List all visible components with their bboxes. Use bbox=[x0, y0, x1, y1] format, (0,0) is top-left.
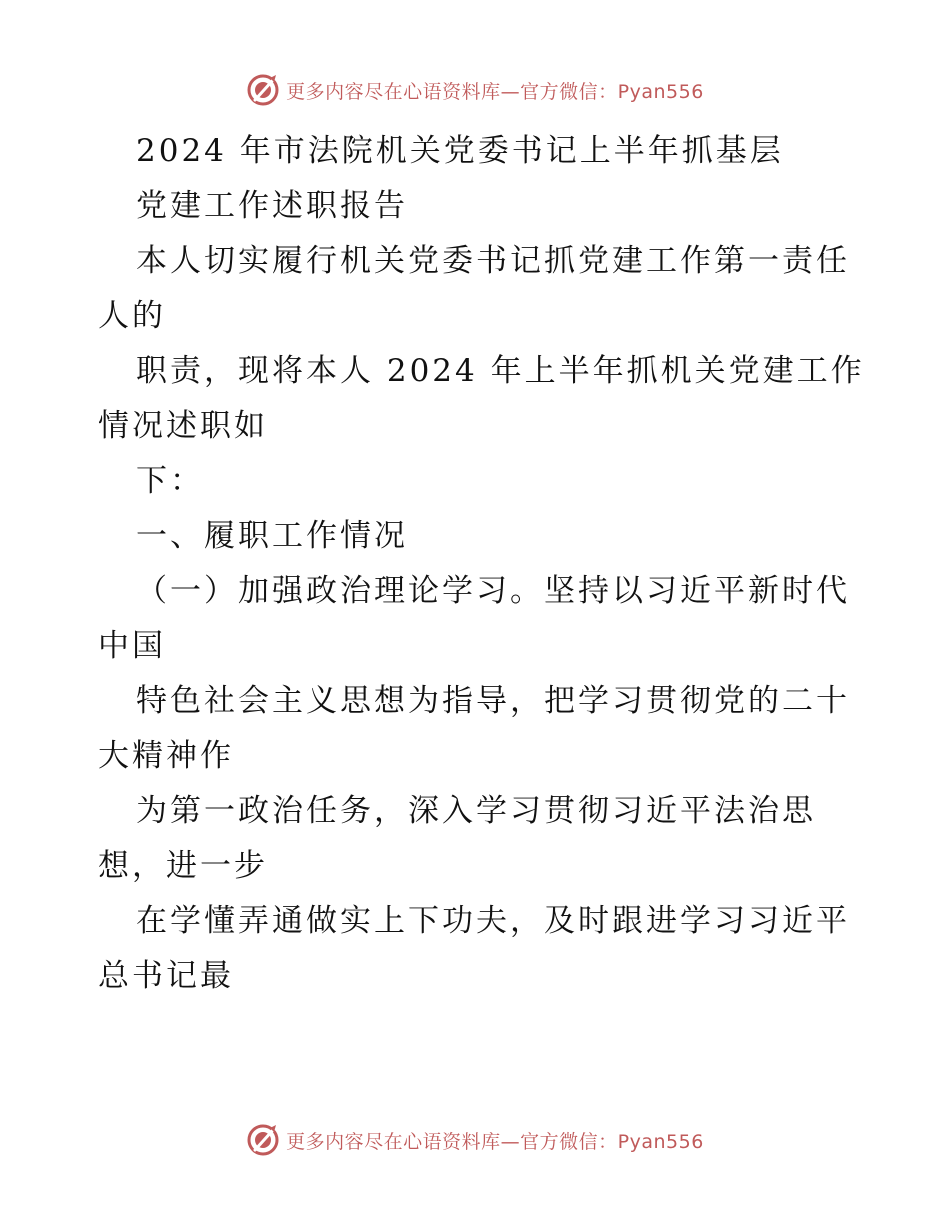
header-banner bbox=[0, 70, 950, 110]
paragraph-line: 想，进一步 bbox=[98, 848, 268, 884]
footer-banner bbox=[0, 1120, 950, 1160]
paragraph-line: 中国 bbox=[98, 628, 166, 664]
paragraph-line: 下： bbox=[136, 463, 204, 499]
document-body bbox=[98, 124, 865, 1004]
paragraph-line: 本人切实履行机关党委书记抓党建工作第一责任 bbox=[136, 243, 850, 279]
paragraph-line: 情况述职如 bbox=[98, 408, 268, 444]
subsection-line: （一）加强政治理论学习。坚持以习近平新时代 bbox=[136, 573, 850, 609]
quill-logo-icon bbox=[246, 1123, 280, 1157]
footer-banner-text: 更多内容尽在心语资料库—官方微信：Pyan556 bbox=[286, 1130, 704, 1153]
title-line-1: 2024 年市法院机关党委书记上半年抓基层 bbox=[136, 133, 784, 169]
quill-logo-icon bbox=[246, 73, 280, 107]
paragraph-line: 在学懂弄通做实上下功夫，及时跟进学习习近平 bbox=[136, 903, 850, 939]
header-banner-text: 更多内容尽在心语资料库—官方微信：Pyan556 bbox=[286, 80, 704, 103]
paragraph-line: 为第一政治任务，深入学习贯彻习近平法治思 bbox=[136, 793, 816, 829]
paragraph-line: 人的 bbox=[98, 298, 166, 334]
paragraph-line: 总书记最 bbox=[98, 958, 234, 994]
paragraph-line: 大精神作 bbox=[98, 738, 234, 774]
paragraph-line: 职责，现将本人 2024 年上半年抓机关党建工作 bbox=[136, 353, 865, 389]
paragraph-line: 特色社会主义思想为指导，把学习贯彻党的二十 bbox=[136, 683, 850, 719]
title-line-2: 党建工作述职报告 bbox=[136, 188, 408, 224]
section-heading: 一、履职工作情况 bbox=[136, 518, 408, 554]
